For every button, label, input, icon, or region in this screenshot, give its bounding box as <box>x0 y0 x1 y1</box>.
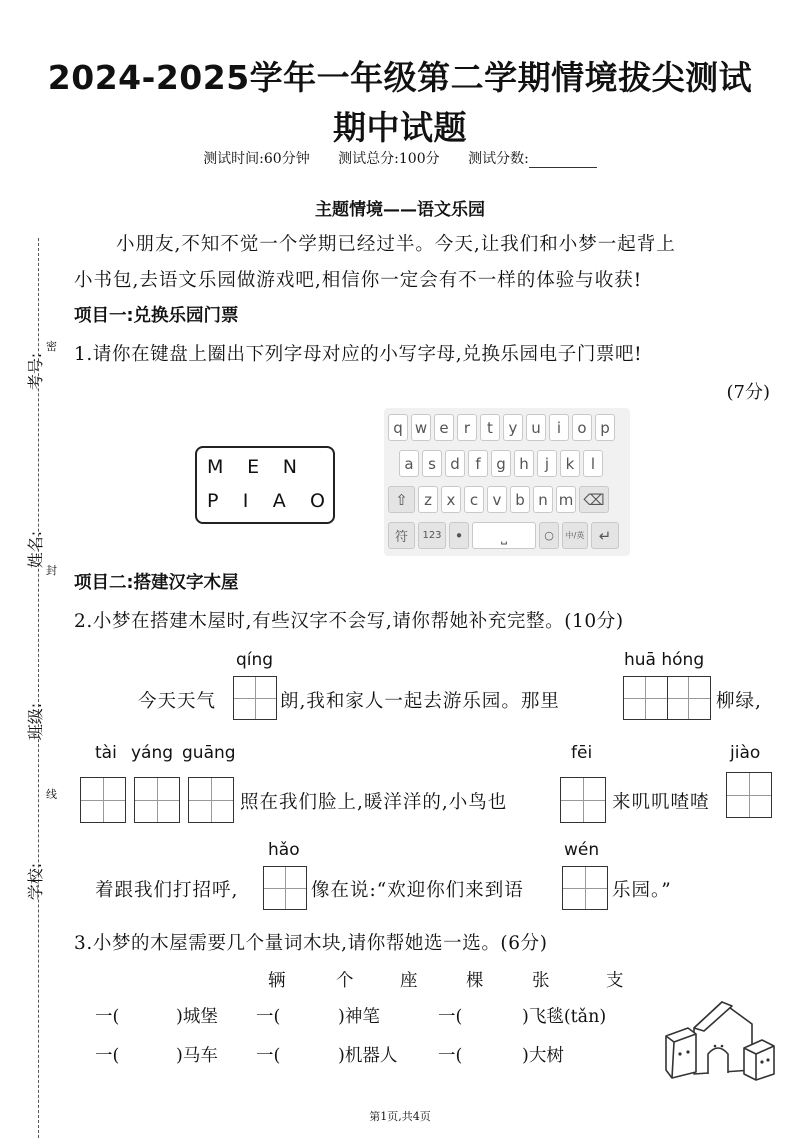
number-key[interactable]: 123 <box>418 522 446 549</box>
ticket-letter: M <box>207 456 224 478</box>
sentence1-part1: 今天天气 <box>138 691 217 712</box>
dot-key[interactable]: • <box>449 522 469 549</box>
intro-line2: 小书包,去语文乐园做游戏吧,相信你一定会有不一样的体验与收获! <box>74 270 643 291</box>
key-z[interactable]: z <box>418 486 438 513</box>
question2: 2.小梦在搭建木屋时,有些汉字不会写,请你帮她补充完整。(10分) <box>74 611 624 632</box>
key-c[interactable]: c <box>464 486 484 513</box>
key-s[interactable]: s <box>422 450 442 477</box>
sentence2-part1: 照在我们脸上,暖洋洋的,小鸟也 <box>240 792 508 813</box>
building-blocks-icon <box>660 998 780 1084</box>
exam-number-label: 考号: <box>26 352 46 391</box>
key-p[interactable]: p <box>595 414 615 441</box>
measure-word: 辆 <box>268 971 286 991</box>
key-f[interactable]: f <box>468 450 488 477</box>
key-y[interactable]: y <box>503 414 523 441</box>
project2-title: 项目二:搭建汉字木屋 <box>74 573 239 593</box>
writing-box-yang[interactable] <box>134 777 180 823</box>
symbol-key[interactable]: 符 <box>388 522 415 549</box>
key-u[interactable]: u <box>526 414 546 441</box>
measure-word: 个 <box>336 971 354 991</box>
key-e[interactable]: e <box>434 414 454 441</box>
backspace-key-icon[interactable]: ⌫ <box>579 486 609 513</box>
seal-xian: 线 <box>46 788 57 801</box>
question3: 3.小梦的木屋需要几个量词木块,请你帮她选一选。(6分) <box>74 933 548 954</box>
seal-mi: 密 <box>46 340 57 353</box>
enter-key-icon[interactable]: ↵ <box>591 522 619 549</box>
ticket-letter: A <box>272 490 286 512</box>
writing-cell[interactable] <box>624 677 668 719</box>
pinyin-yang: yáng <box>131 743 174 763</box>
fill-open: 一( <box>438 1007 463 1027</box>
pinyin-wen: wén <box>564 840 600 860</box>
sentence3-part2: 像在说:“欢迎你们来到语 <box>311 880 524 901</box>
key-h[interactable]: h <box>514 450 534 477</box>
measure-word: 棵 <box>466 971 484 991</box>
fill-open: 一( <box>95 1007 120 1027</box>
key-q[interactable]: q <box>388 414 408 441</box>
fill-carriage[interactable]: )马车 <box>176 1046 218 1066</box>
key-t[interactable]: t <box>480 414 500 441</box>
sentence1-part2: 朗,我和家人一起去游乐园。那里 <box>280 691 560 712</box>
fill-robot[interactable]: )机器人 <box>338 1046 398 1066</box>
ticket-letter: N <box>282 456 297 478</box>
pinyin-qing: qíng <box>236 650 274 670</box>
name-label: 姓名: <box>26 530 46 569</box>
key-g[interactable]: g <box>491 450 511 477</box>
shift-key-icon[interactable]: ⇧ <box>388 486 415 513</box>
fill-tree[interactable]: )大树 <box>522 1046 564 1066</box>
key-r[interactable]: r <box>457 414 477 441</box>
ticket-letters <box>195 446 335 524</box>
fill-pen[interactable]: )神笔 <box>338 1007 380 1027</box>
writing-box-hao[interactable] <box>263 866 307 910</box>
key-k[interactable]: k <box>560 450 580 477</box>
key-i[interactable]: i <box>549 414 569 441</box>
ticket-letter: I <box>242 490 249 512</box>
fill-open: 一( <box>438 1046 463 1066</box>
pinyin-hao: hǎo <box>268 840 300 860</box>
page-footer: 第1页,共4页 <box>369 1110 431 1123</box>
ticket-letter: O <box>310 490 325 512</box>
writing-box-jiao[interactable] <box>726 772 772 818</box>
ticket-letter: P <box>207 490 219 512</box>
exam-title-line1: 2024-2025学年一年级第二学期情境拔尖测试 <box>47 58 753 97</box>
pinyin-hua-hong: huā hóng <box>624 650 705 670</box>
key-n[interactable]: n <box>533 486 553 513</box>
measure-word: 张 <box>532 971 550 991</box>
fill-open: 一( <box>95 1046 120 1066</box>
writing-cell[interactable] <box>668 677 711 719</box>
seal-feng: 封 <box>46 564 57 577</box>
exam-meta <box>0 148 800 168</box>
key-x[interactable]: x <box>441 486 461 513</box>
class-label: 班级: <box>26 702 46 741</box>
writing-box-qing[interactable] <box>233 676 277 720</box>
voice-key[interactable]: ○ <box>539 522 559 549</box>
pinyin-guang: guāng <box>182 743 236 763</box>
sentence2-part2: 来叽叽喳喳 <box>612 792 710 813</box>
key-m[interactable]: m <box>556 486 576 513</box>
key-v[interactable]: v <box>487 486 507 513</box>
writing-box-hua-hong[interactable] <box>623 676 711 720</box>
writing-box-fei[interactable] <box>560 777 606 823</box>
score-blank <box>529 153 597 168</box>
score-label: 测试分数: <box>468 151 529 167</box>
pinyin-tai: tài <box>95 743 117 763</box>
key-l[interactable]: l <box>583 450 603 477</box>
pinyin-jiao: jiào <box>730 743 761 763</box>
fill-open: 一( <box>256 1007 281 1027</box>
intro-line1: 小朋友,不知不觉一个学期已经过半。今天,让我们和小梦一起背上 <box>116 234 676 255</box>
key-j[interactable]: j <box>537 450 557 477</box>
question1: 1.请你在键盘上圈出下列字母对应的小写字母,兑换乐园电子门票吧! <box>74 344 643 365</box>
measure-word: 支 <box>606 971 624 991</box>
theme-title: 主题情境——语文乐园 <box>315 200 485 220</box>
measure-word: 座 <box>400 971 418 991</box>
sentence3-part3: 乐园。” <box>612 880 672 901</box>
writing-box-tai[interactable] <box>80 777 126 823</box>
fill-carpet[interactable]: )飞毯(tǎn) <box>522 1007 607 1027</box>
school-label: 学校: <box>26 862 46 901</box>
ticket-letter: E <box>247 456 260 478</box>
fill-open: 一( <box>256 1046 281 1066</box>
keyboard-image <box>384 408 630 556</box>
key-a[interactable]: a <box>399 450 419 477</box>
sentence3-part1: 着跟我们打招呼, <box>95 880 239 901</box>
space-key-icon[interactable]: ⎵ <box>472 522 536 549</box>
question1-score: (7分) <box>726 382 770 403</box>
language-key[interactable]: 中/英 <box>562 522 588 549</box>
sentence1-part3: 柳绿, <box>716 691 762 712</box>
key-b[interactable]: b <box>510 486 530 513</box>
test-time: 测试时间:60分钟 <box>203 151 310 167</box>
writing-box-guang[interactable] <box>188 777 234 823</box>
writing-box-wen[interactable] <box>562 866 608 910</box>
project1-title: 项目一:兑换乐园门票 <box>74 306 239 326</box>
key-w[interactable]: w <box>411 414 431 441</box>
fill-castle[interactable]: )城堡 <box>176 1007 218 1027</box>
test-total: 测试总分:100分 <box>338 151 440 167</box>
key-o[interactable]: o <box>572 414 592 441</box>
test-score <box>468 151 597 167</box>
pinyin-fei: fēi <box>571 743 593 763</box>
key-d[interactable]: d <box>445 450 465 477</box>
exam-title-line2: 期中试题 <box>333 108 467 147</box>
